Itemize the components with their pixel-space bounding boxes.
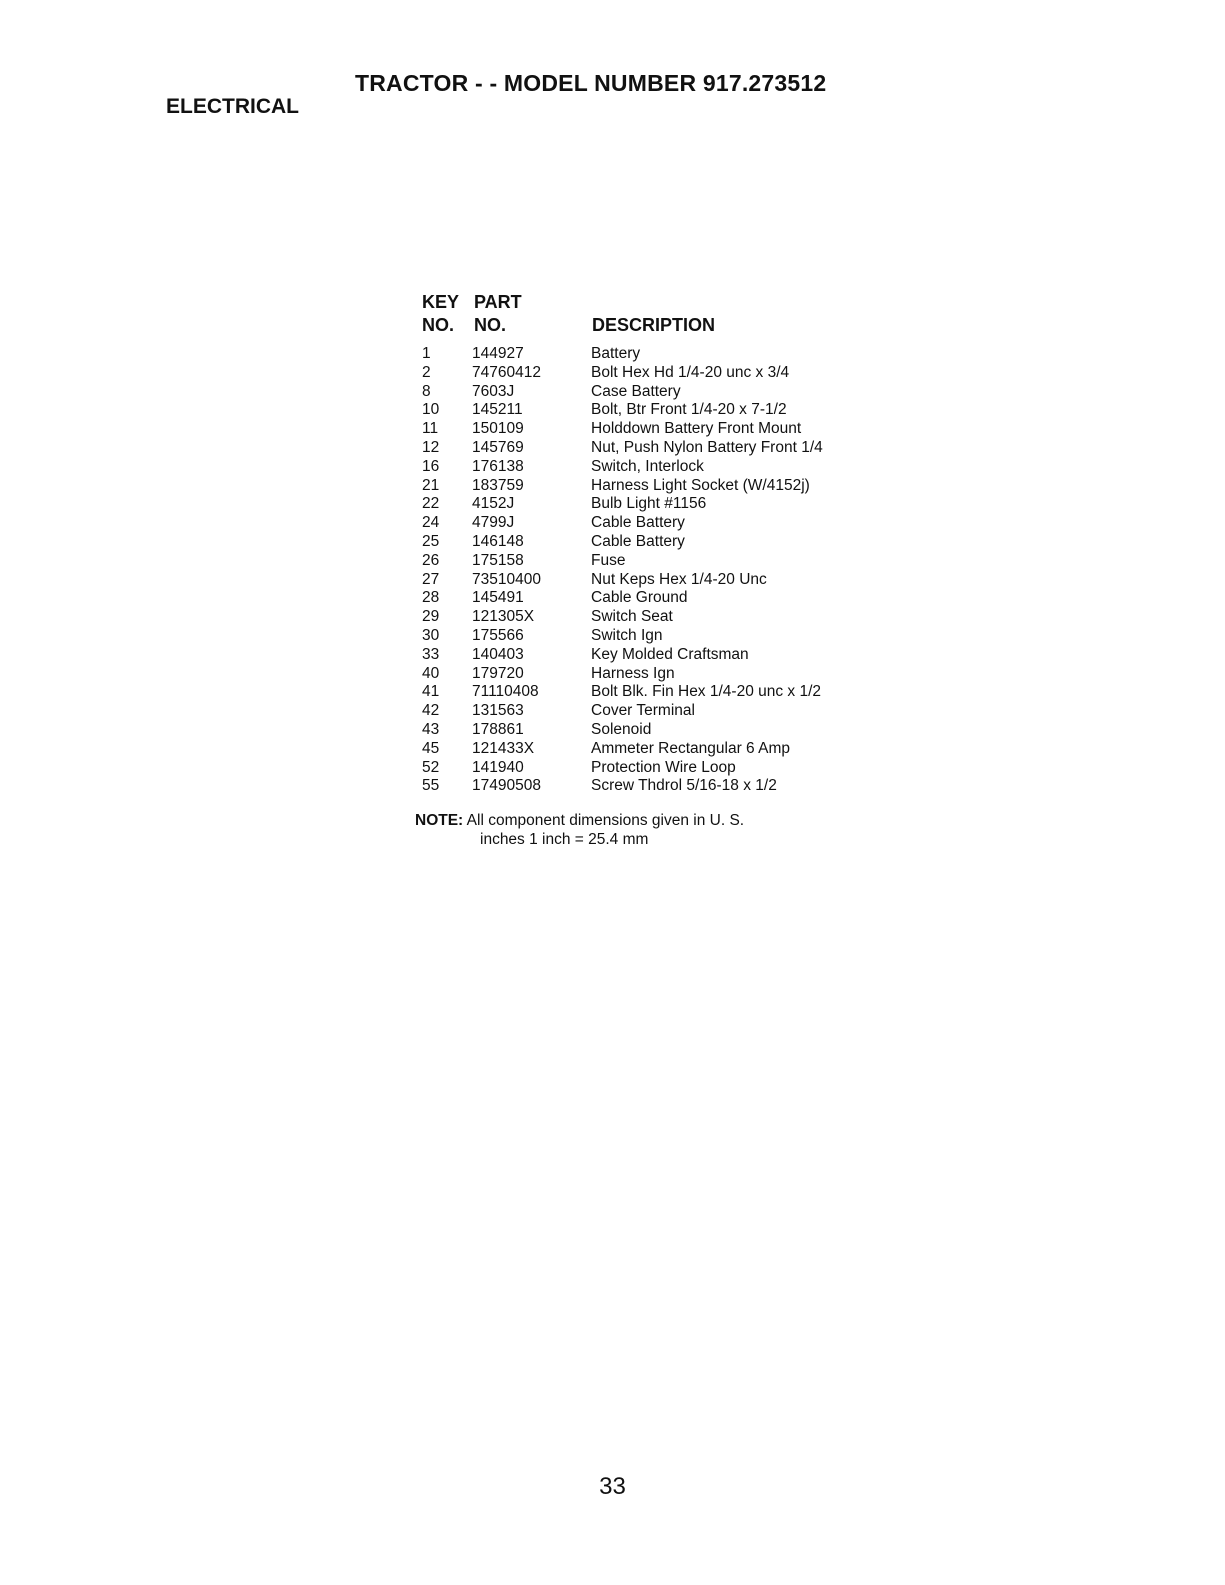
part-no: 145211 <box>472 401 523 419</box>
part-no: 17490508 <box>472 777 541 795</box>
key-no: 21 <box>422 476 440 494</box>
key-no: 52 <box>422 758 440 776</box>
part-description: Solenoid <box>591 720 652 738</box>
part-no: 175158 <box>472 551 524 569</box>
part-no: 141940 <box>472 758 524 776</box>
part-description: Bolt Blk. Fin Hex 1/4-20 unc x 1/2 <box>591 683 822 701</box>
part-no: 144927 <box>472 345 524 362</box>
part-no: 4152J <box>472 495 515 513</box>
key-no: 25 <box>422 532 440 550</box>
key-no: 45 <box>422 739 440 757</box>
key-no: 41 <box>422 683 440 701</box>
key-no: 55 <box>422 777 440 795</box>
part-description: Cable Battery <box>591 532 685 550</box>
part-no: 145491 <box>472 589 524 607</box>
section-title: ELECTRICAL <box>166 95 299 118</box>
part-no: 73510400 <box>472 570 541 588</box>
part-no: 121305X <box>472 608 535 626</box>
key-no: 43 <box>422 720 440 738</box>
part-description: Bolt, Btr Front 1/4-20 x 7-1/2 <box>591 401 787 419</box>
key-no: 16 <box>422 457 440 475</box>
part-description: Bolt Hex Hd 1/4-20 unc x 3/4 <box>591 363 790 381</box>
key-no: 42 <box>422 702 440 720</box>
key-no: 29 <box>422 608 440 626</box>
part-no: 178861 <box>472 720 524 738</box>
part-description: Harness Ign <box>591 664 675 682</box>
part-no: 146148 <box>472 532 524 550</box>
note <box>415 811 744 849</box>
key-no: 12 <box>422 438 440 456</box>
key-no: 40 <box>422 664 440 682</box>
part-no: 4799J <box>472 514 515 532</box>
part-no: 140403 <box>472 645 524 663</box>
part-description: Switch Seat <box>591 608 673 626</box>
part-description: Switch Ign <box>591 626 663 644</box>
note-line2: inches 1 inch = 25.4 mm <box>480 831 649 848</box>
part-no: 74760412 <box>472 363 541 381</box>
part-description: Nut Keps Hex 1/4-20 Unc <box>591 570 767 588</box>
part-no: 71110408 <box>472 683 539 701</box>
part-description: Ammeter Rectangular 6 Amp <box>591 739 791 757</box>
key-no: 26 <box>422 551 440 569</box>
part-description: Cable Battery <box>591 514 685 532</box>
part-description: Battery <box>591 345 641 362</box>
part-no: 179720 <box>472 664 524 682</box>
header-part-line2: NO. <box>474 315 507 335</box>
part-description: Fuse <box>591 551 626 569</box>
header-key-line1: KEY <box>422 292 460 312</box>
key-no: 30 <box>422 626 440 644</box>
key-no: 33 <box>422 645 440 663</box>
part-description: Bulb Light #1156 <box>591 495 707 513</box>
key-no: 10 <box>422 401 440 419</box>
key-no: 27 <box>422 570 440 588</box>
page-title: TRACTOR - - MODEL NUMBER 917.273512 <box>355 70 827 96</box>
part-no: 176138 <box>472 457 524 475</box>
part-description: Screw Thdrol 5/16-18 x 1/2 <box>591 777 777 795</box>
part-no: 175566 <box>472 626 524 644</box>
part-no: 7603J <box>472 382 515 400</box>
part-description: Harness Light Socket (W/4152j) <box>591 476 810 494</box>
key-no: 11 <box>422 420 439 438</box>
page-number: 33 <box>599 1473 626 1500</box>
header-key-line2: NO. <box>422 315 455 335</box>
part-no: 145769 <box>472 438 524 456</box>
part-description: Key Molded Craftsman <box>591 645 749 663</box>
part-description: Holddown Battery Front Mount <box>591 420 802 438</box>
part-description: Cable Ground <box>591 589 688 607</box>
part-description: Switch, Interlock <box>591 457 704 475</box>
key-no: 1 <box>422 345 431 362</box>
part-no: 131563 <box>472 702 524 720</box>
key-no: 8 <box>422 382 431 400</box>
header-part-line1: PART <box>474 292 522 312</box>
key-no: 24 <box>422 514 440 532</box>
key-no: 28 <box>422 589 440 607</box>
part-description: Cover Terminal <box>591 702 695 720</box>
header-description: DESCRIPTION <box>592 315 716 335</box>
part-description: Nut, Push Nylon Battery Front 1/4 <box>591 438 823 456</box>
key-no: 22 <box>422 495 440 513</box>
part-description: Case Battery <box>591 382 681 400</box>
key-no: 2 <box>422 363 431 381</box>
part-no: 150109 <box>472 420 524 438</box>
part-no: 121433X <box>472 739 535 757</box>
note-line1: All component dimensions given in U. S. <box>466 812 745 829</box>
note-label: NOTE: <box>415 812 464 829</box>
part-no: 183759 <box>472 476 524 494</box>
part-description: Protection Wire Loop <box>591 758 736 776</box>
